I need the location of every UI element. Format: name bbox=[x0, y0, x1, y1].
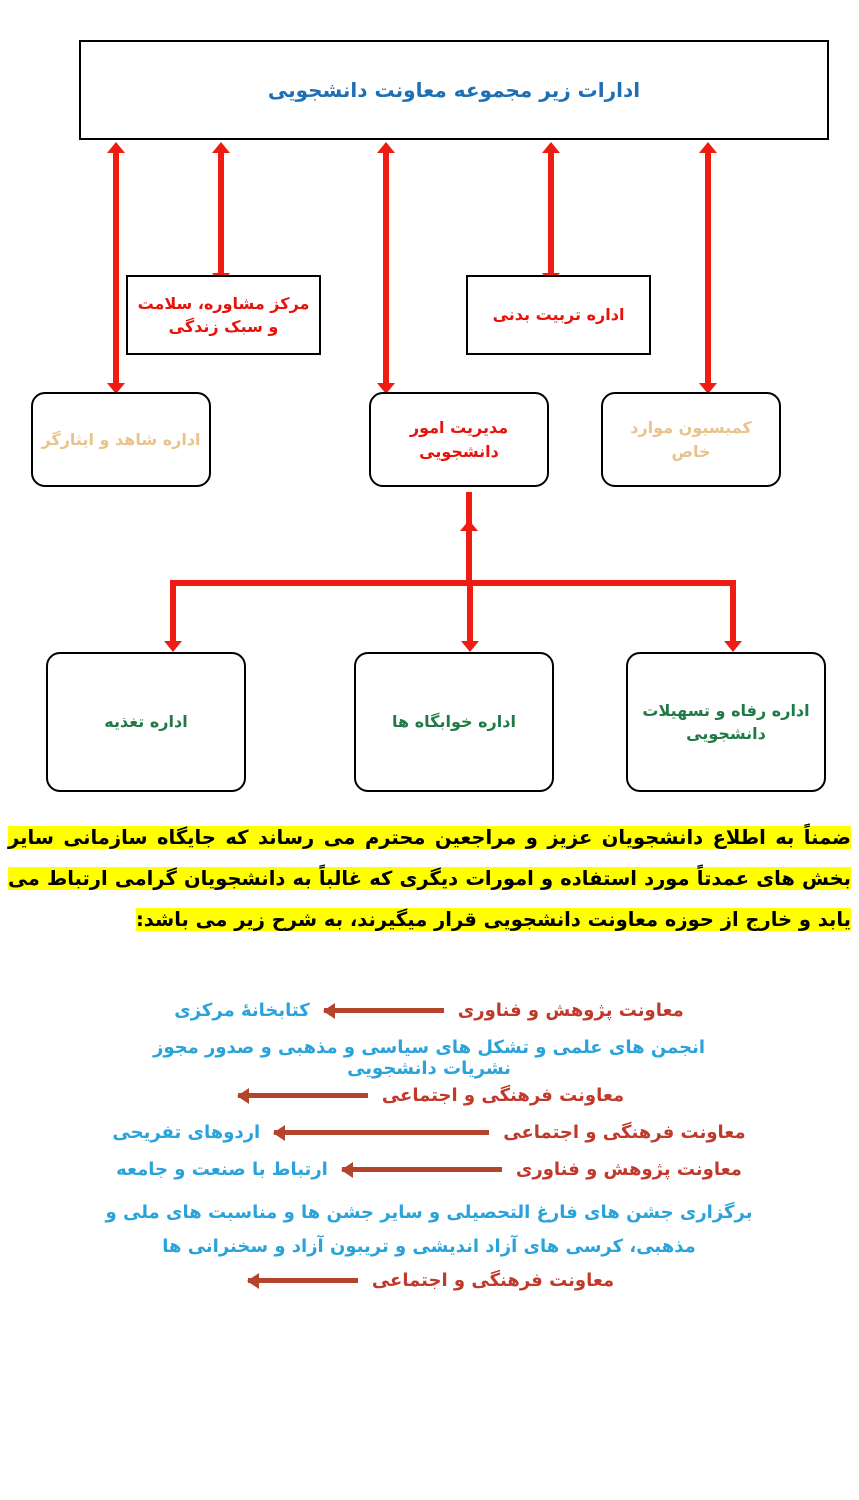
arrow-bus-to-khabgah bbox=[467, 580, 473, 642]
relation-owner-industry: معاونت پژوهش و فناوری bbox=[515, 1159, 742, 1180]
node-shahed-office bbox=[31, 392, 211, 487]
relation-owner-ceremonies: معاونت فرهنگی و اجتماعی bbox=[371, 1270, 615, 1292]
arrow-student-affairs-trunk-head bbox=[466, 530, 472, 531]
relation-row-ceremonies bbox=[9, 1196, 849, 1264]
relation-arrow-library bbox=[324, 1008, 444, 1013]
node-shahed-office-label: اداره شاهد و ایثارگر bbox=[41, 429, 201, 449]
arrow-student-affairs-trunk bbox=[466, 492, 472, 582]
node-student-affairs-label: مدیریت امور دانشجویی bbox=[409, 418, 509, 461]
relation-owner-trips: معاونت فرهنگی و اجتماعی bbox=[503, 1122, 746, 1143]
relation-arrow-ceremonies bbox=[248, 1278, 358, 1283]
note-text: ضمناً به اطلاع دانشجویان عزیز و مراجعین محترم می رساند که جایگاه سازمانی سایر بخش های عمدتاً مورد استفاده و امورات دیگری که غالباً به دانشجویان گرامی ارتباط می یابد و خارج از حوزه معاونت دانشجویی قرار میگیرند، به شرح زیر می باشد: bbox=[8, 826, 851, 931]
relation-row-library bbox=[9, 1000, 849, 1021]
relation-owner-library: معاونت پژوهش و فناوری bbox=[457, 1000, 684, 1021]
relation-row-industry bbox=[9, 1159, 849, 1180]
relation-row-associations-owner bbox=[9, 1085, 849, 1106]
relation-topic-associations: انجمن های علمی و تشکل های سیاسی و مذهبی و صدور مجوز نشریات دانشجویی bbox=[152, 1037, 706, 1079]
node-special-cases-commission bbox=[601, 392, 781, 487]
node-welfare-office bbox=[626, 652, 826, 792]
relation-arrow-associations bbox=[238, 1093, 368, 1098]
note-paragraph bbox=[8, 818, 851, 941]
arrow-root-to-modiriat bbox=[383, 152, 389, 384]
relation-row-trips bbox=[9, 1122, 849, 1143]
node-root bbox=[79, 40, 829, 140]
node-dormitories-office-label: اداره خوابگاه ها bbox=[392, 712, 516, 732]
node-student-affairs bbox=[369, 392, 549, 487]
node-dormitories-office bbox=[354, 652, 554, 792]
relation-arrow-trips bbox=[274, 1130, 489, 1135]
arrow-root-to-moshavere bbox=[218, 152, 224, 274]
arrow-root-to-komisiun bbox=[705, 152, 711, 384]
node-counseling-center-label: مرکز مشاوره، سلامت و سبک زندگی bbox=[137, 293, 310, 336]
node-root-label: ادارات زیر مجموعه معاونت دانشجویی bbox=[267, 77, 641, 102]
relation-topic-ceremonies: برگزاری جشن های فارغ التحصیلی و سایر جشن ها و مناسبت های ملی و مذهبی، کرسی های آزاد اندیشی و تریبون آزاد و سخنرانی ها bbox=[105, 1202, 753, 1258]
node-nutrition-office bbox=[46, 652, 246, 792]
relation-topic-library: کتابخانهٔ مرکزی bbox=[174, 1000, 310, 1021]
relation-owner-associations: معاونت فرهنگی و اجتماعی bbox=[381, 1085, 625, 1106]
node-special-cases-label: کمیسیون موارد خاص bbox=[630, 418, 752, 461]
relation-row-ceremonies-owner bbox=[9, 1270, 849, 1291]
bus-bar-level4 bbox=[171, 580, 736, 586]
node-welfare-office-label: اداره رفاه و تسهیلات دانشجویی bbox=[642, 700, 810, 743]
arrow-bus-to-refah bbox=[170, 580, 176, 642]
relation-arrow-industry bbox=[342, 1167, 502, 1172]
arrow-root-to-shahed bbox=[113, 152, 119, 384]
relation-topic-industry: ارتباط با صنعت و جامعه bbox=[116, 1159, 328, 1180]
relation-row-associations bbox=[9, 1037, 849, 1079]
arrow-bus-to-taghzie bbox=[730, 580, 736, 642]
node-nutrition-office-label: اداره تغذیه bbox=[104, 712, 188, 732]
relation-topic-trips: اردوهای تفریحی bbox=[112, 1122, 261, 1143]
node-physical-education-label: اداره تربیت بدنی bbox=[492, 305, 625, 325]
arrow-root-to-tarbiat bbox=[548, 152, 554, 274]
node-physical-education bbox=[466, 275, 651, 355]
node-counseling-center bbox=[126, 275, 321, 355]
relations-list bbox=[9, 1000, 849, 1307]
